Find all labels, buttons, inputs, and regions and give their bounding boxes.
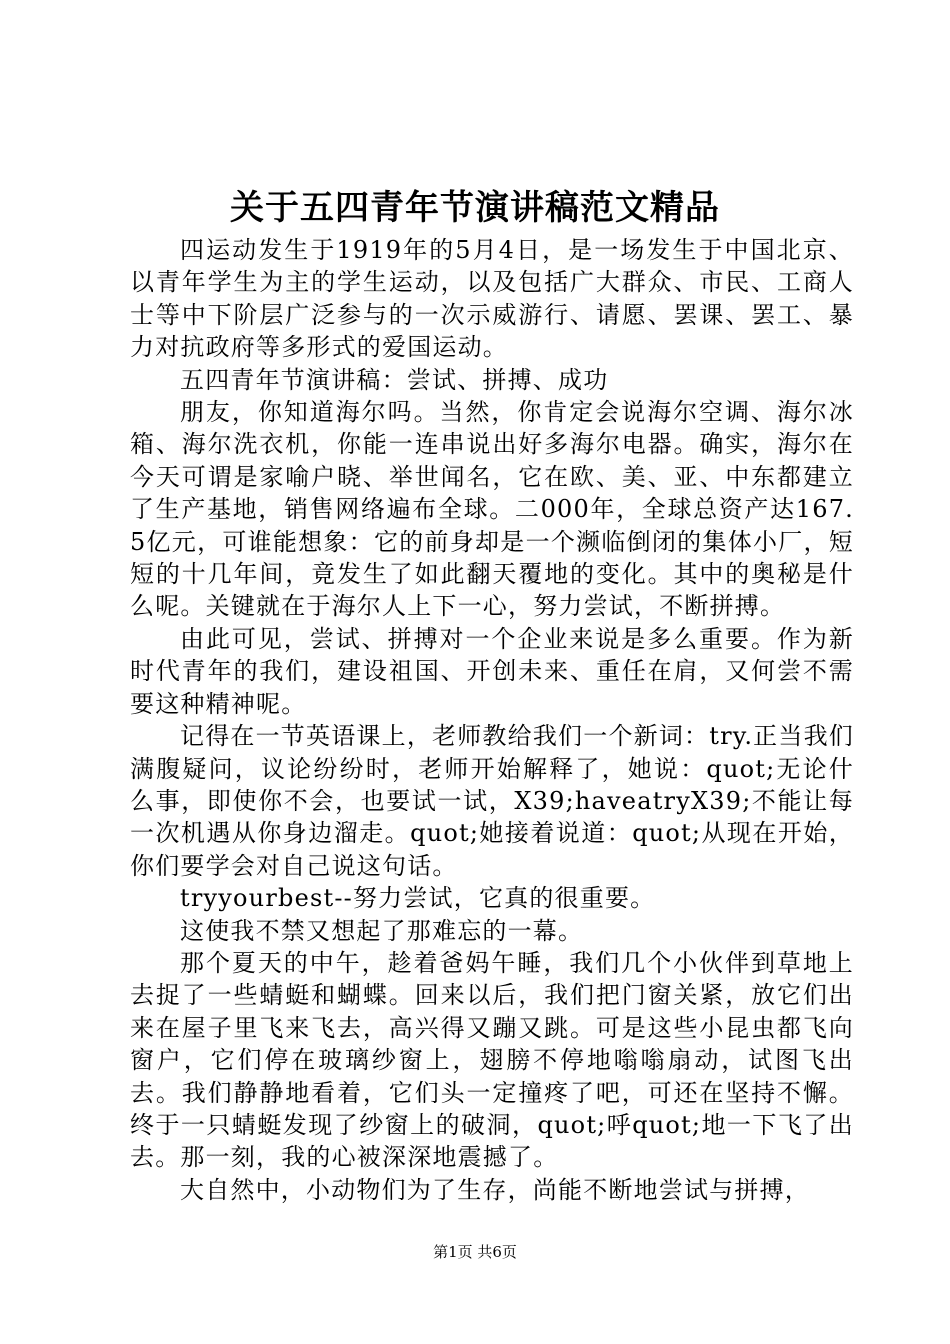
page-footer: 第1页 共6页 bbox=[433, 1243, 517, 1261]
paragraph-intro: 四运动发生于1919年的5月4日，是一场发生于中国北京、以青年学生为主的学生运动，以及包括广大群众、市民、工商人士等中下阶层广泛参与的一次示威游行、请愿、罢课、罢工、暴力对抗政府等多形式的爱国运动。 bbox=[130, 236, 854, 362]
paragraph-nature: 大自然中，小动物们为了生存，尚能不断地尝试与拼搏， bbox=[180, 1175, 810, 1204]
paragraph-importance: 由此可见，尝试、拼搏对一个企业来说是多么重要。作为新时代青年的我们，建设祖国、开创未来、重任在肩，又何尝不需要这种精神呢。 bbox=[130, 624, 854, 718]
document-body bbox=[130, 234, 854, 1206]
paragraph-summer-story: 那个夏天的中午，趁着爸妈午睡，我们几个小伙伴到草地上去捉了一些蜻蜓和蝴蝶。回来以后，我们把门窗关紧，放它们出来在屋子里飞来飞去，高兴得又蹦又跳。可是这些小昆虫都飞向窗户，它们停在玻璃纱窗上，翅膀不停地嗡嗡扇动，试图飞出去。我们静静地看着，它们头一定撞疼了吧，可还在坚持不懈。终于一只蜻蜓发现了纱窗上的破洞，quot;呼quot;地一下飞了出去。那一刻，我的心被深深地震撼了。 bbox=[130, 948, 854, 1172]
paragraph-memory: 这使我不禁又想起了那难忘的一幕。 bbox=[180, 916, 584, 945]
paragraph-english-class: 记得在一节英语课上，老师教给我们一个新词：try.正当我们满腹疑问，议论纷纷时，老师开始解释了，她说：quot;无论什么事，即使你不会，也要试一试，X39;haveatryX39;不能让每一次机遇从你身边溜走。quot;她接着说道：quot;从现在开始，你们要学会对自己说这句话。 bbox=[130, 722, 854, 880]
paragraph-subtitle: 五四青年节演讲稿：尝试、拼搏、成功 bbox=[180, 365, 609, 394]
paragraph-haier: 朋友，你知道海尔吗。当然，你肯定会说海尔空调、海尔冰箱、海尔洗衣机，你能一连串说出好多海尔电器。确实，海尔在今天可谓是家喻户晓、举世闻名，它在欧、美、亚、中东都建立了生产基地，销售网络遍布全球。二000年，全球总资产达167.5亿元，可谁能想象：它的前身却是一个濒临倒闭的集体小厂，短短的十几年间，竟发生了如此翻天覆地的变化。其中的奥秘是什么呢。关键就在于海尔人上下一心，努力尝试，不断拼搏。 bbox=[130, 398, 854, 621]
paragraph-try-your-best: tryyourbest--努力尝试，它真的很重要。 bbox=[180, 884, 656, 913]
document-title: 关于五四青年节演讲稿范文精品 bbox=[230, 188, 720, 228]
